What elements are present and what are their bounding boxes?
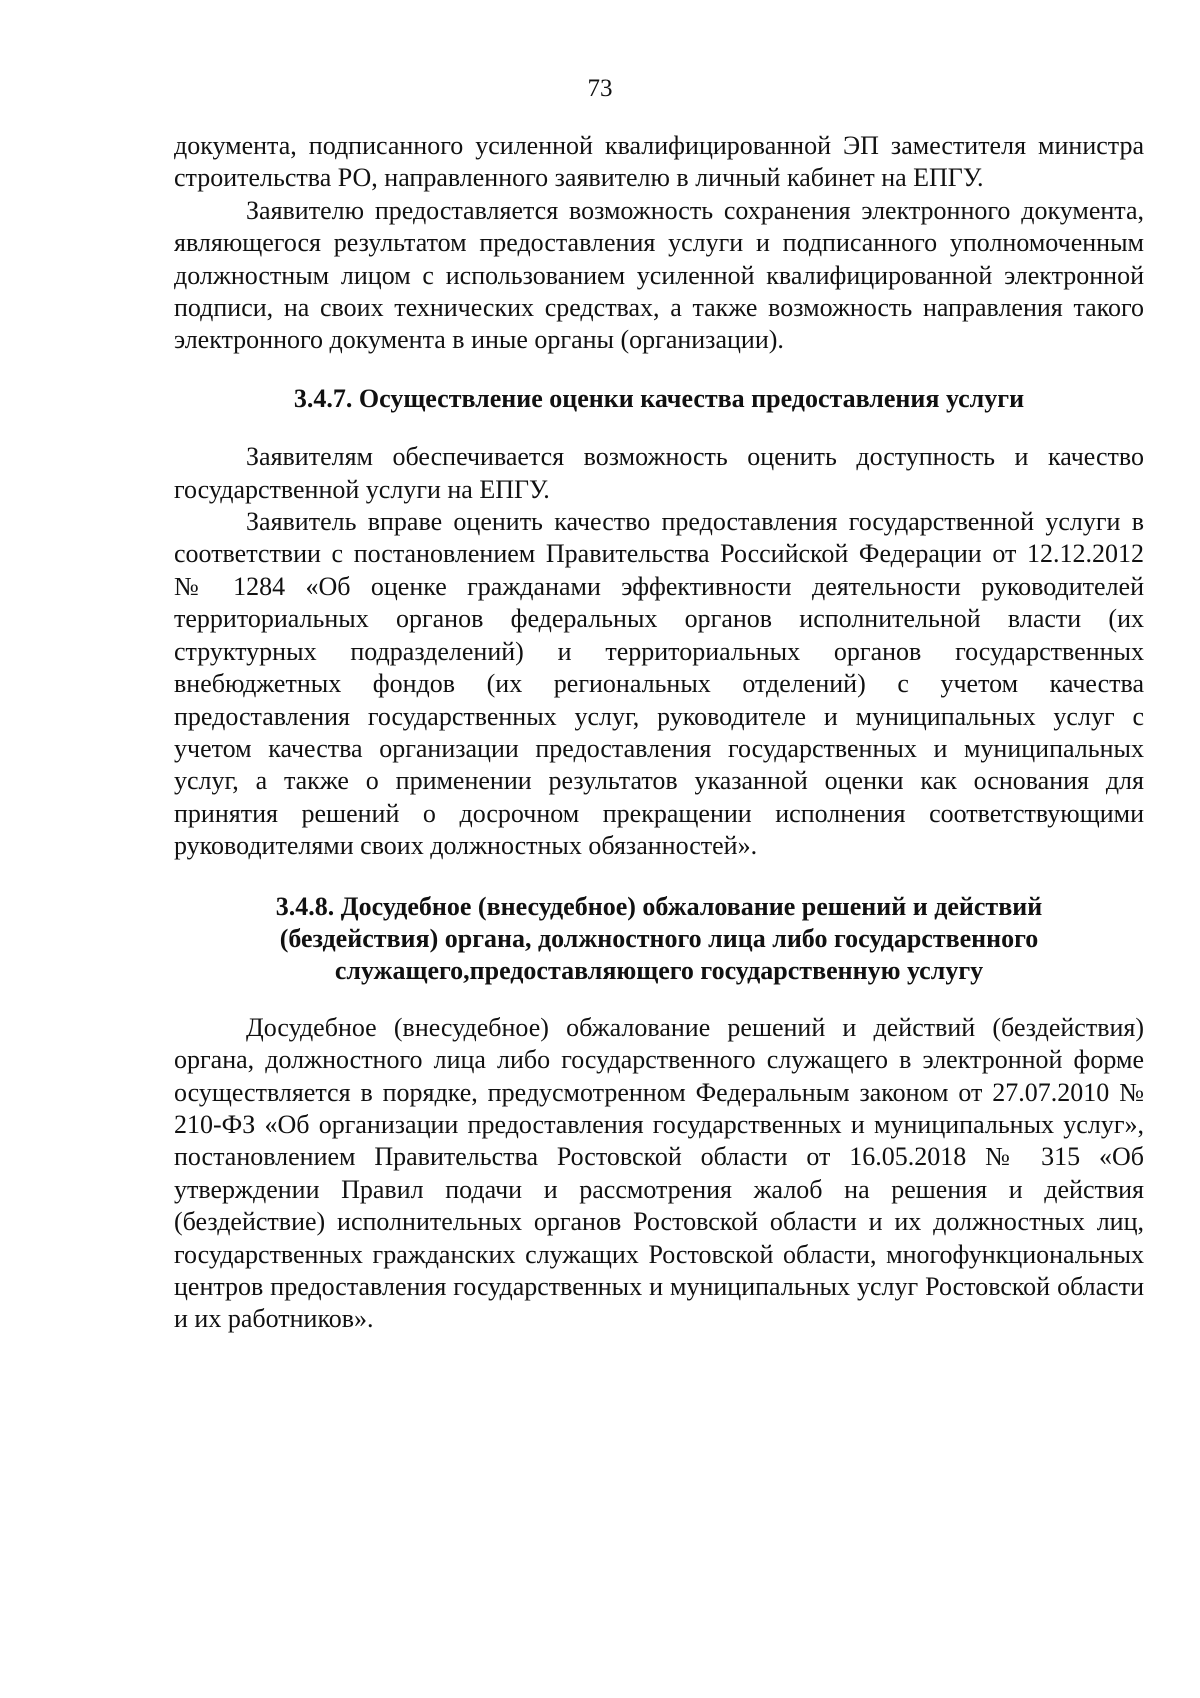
- page-number: 73: [587, 75, 613, 102]
- section-heading-3-4-7: 3.4.7. Осуществление оценки качества предоставления услуги: [293, 383, 1025, 413]
- section-heading-3-4-8-line-3: служащего,предоставляющего государственную услугу: [334, 956, 984, 986]
- section-heading-3-4-8-line-1: 3.4.8. Досудебное (внесудебное) обжалование решений и действий: [275, 891, 1043, 921]
- section-heading-3-4-8: [174, 891, 1144, 988]
- paragraph-pretrial-appeal: Досудебное (внесудебное) обжалование решений и действий (бездействия) органа, должностного лица либо государственного служащего в электронной форме осуществляется в порядке, предусмотренном Федеральным законом от 27.07.2010 № 210-ФЗ «Об организации предоставления государственных и муниципальных услуг», постановлением Правительства Ростовской области от 16.05.2018 № 315 «Об утверждении Правил подачи и рассмотрения жалоб на решения и действия (бездействие) исполнительных органов Ростовской области и их должностных лиц, государственных гражданских служащих Ростовской области, многофункциональных центров предоставления государственных и муниципальных услуг Ростовской области и их работников».: [174, 1012, 1144, 1334]
- page-content: [174, 130, 1144, 1336]
- paragraph-government-decree-1284: Заявитель вправе оценить качество предоставления государственной услуги в соответствии с постановлением Правительства Российской Федерации от 12.12.2012 № 1284 «Об оценке гражданами эффективности деятельности руководителей территориальных органов федеральных органов исполнительной власти (их структурных подразделений) и территориальных органов государственных внебюджетных фондов (их региональных отделений) с учетом качества предоставления государственных услуг, руководителе и муниципальных услуг с учетом качества организации предоставления государственных и муниципальных услуг, а также о применении результатов указанной оценки как основания для принятия решений о досрочном прекращении исполнения соответствующими руководителями своих должностных обязанностей».: [174, 507, 1144, 861]
- paragraph-saving-document: Заявителю предоставляется возможность сохранения электронного документа, являющегося результатом предоставления услуги и подписанного уполномоченным должностным лицом с использованием усиленной квалифицированной электронной подписи, на своих технических средствах, а также возможность направления такого электронного документа в иные органы (организации).: [174, 195, 1144, 355]
- section-heading-3-4-8-line-2: (бездействия) органа, должностного лица либо государственного: [279, 923, 1039, 953]
- paragraph-continuation: документа, подписанного усиленной квалифицированной ЭП заместителя министра строительства РО, направленного заявителю в личный кабинет на ЕПГУ.: [174, 131, 1144, 193]
- paragraph-quality-evaluation: Заявителям обеспечивается возможность оценить доступность и качество государственной услуги на ЕПГУ.: [174, 442, 1144, 504]
